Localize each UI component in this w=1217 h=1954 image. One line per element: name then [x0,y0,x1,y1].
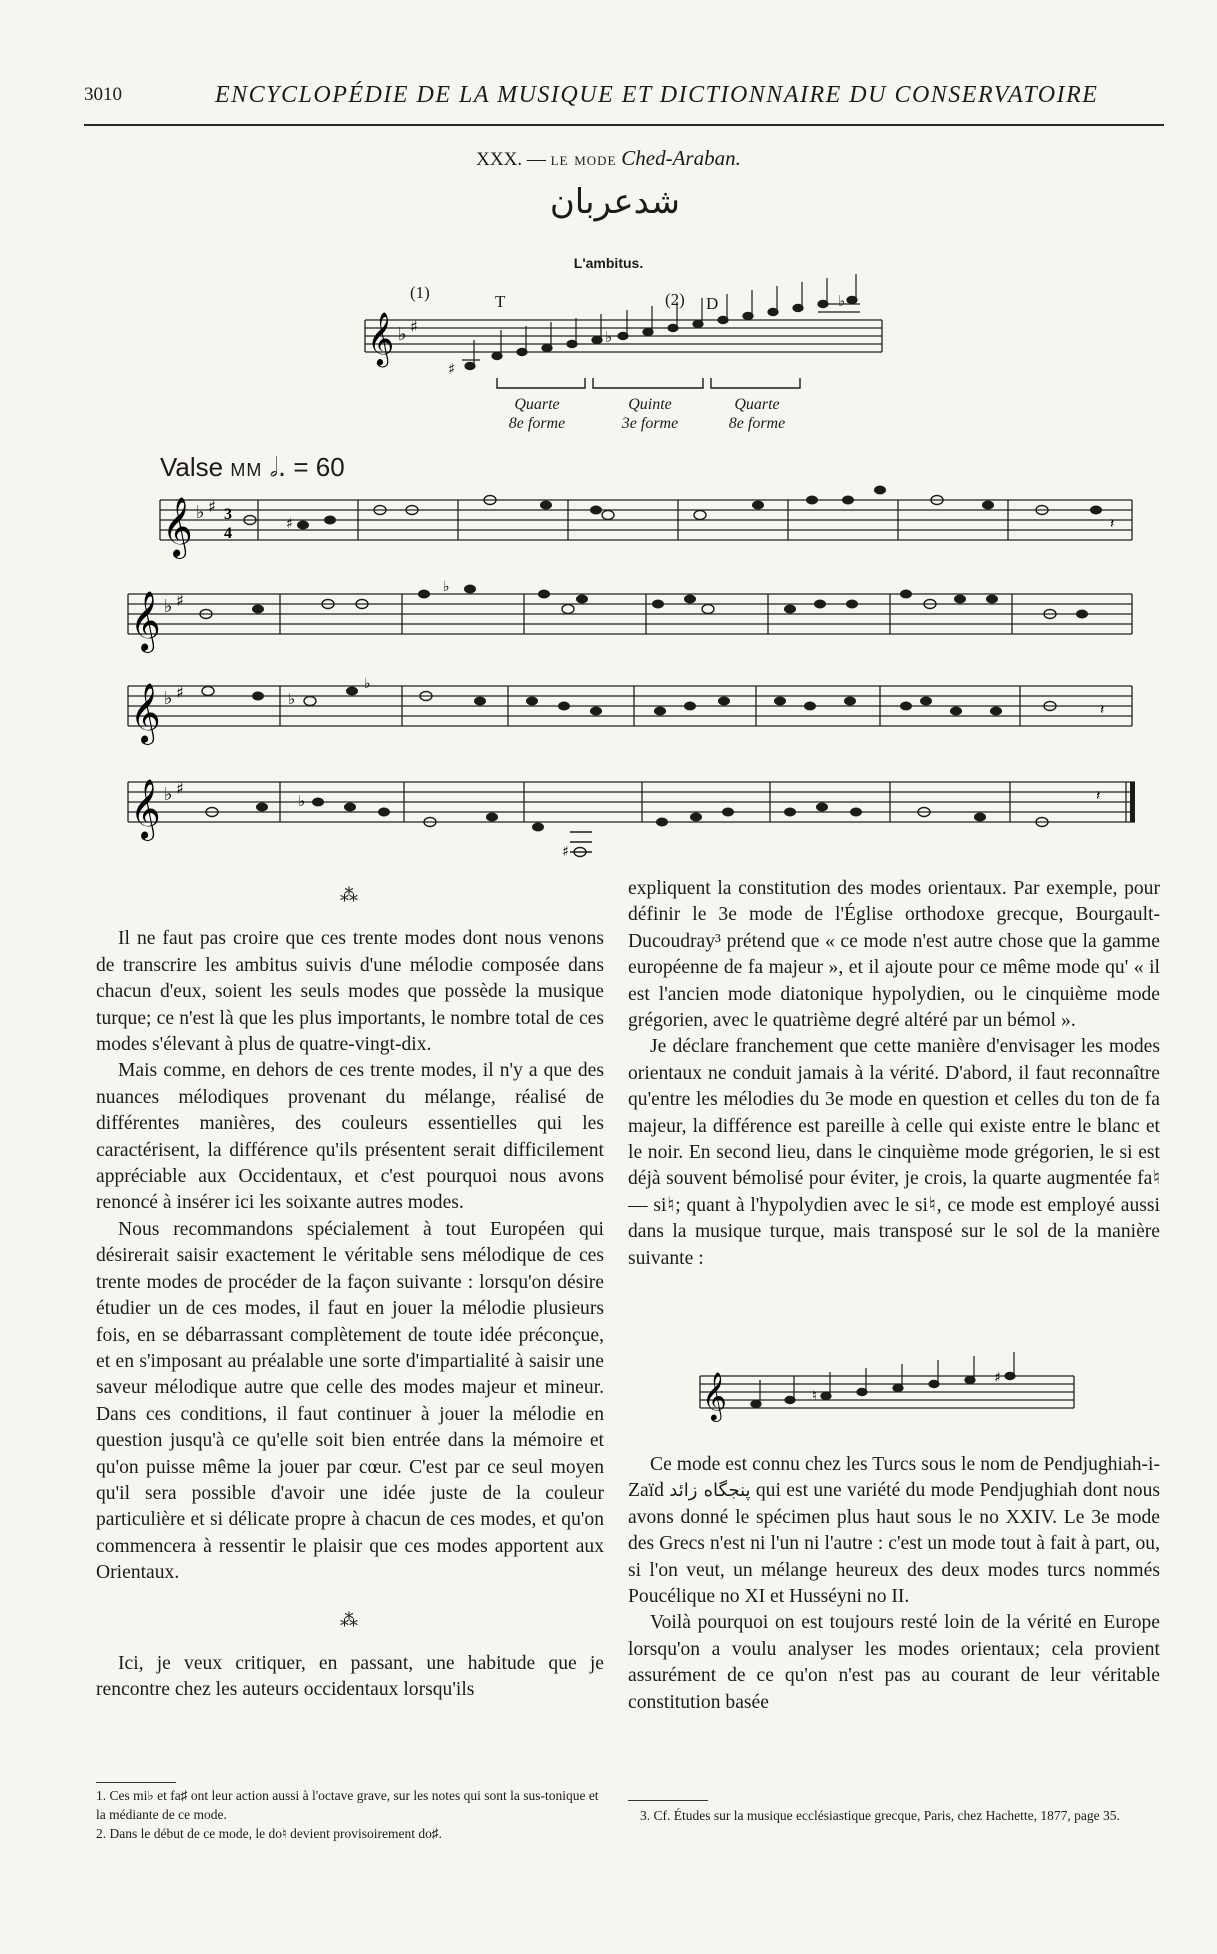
ambitus-group-3-name: Quarte [734,396,780,413]
ambitus-mark-2: (2) [665,290,685,309]
ambitus-group-3-form: 8e forme [728,415,786,432]
page-number: 3010 [84,84,122,105]
right-paragraph-3-start: Ce mode est connu chez les Turcs sous le nom de Pendjughiah-i-Zaïd [628,1454,1160,1502]
right-column-continued [628,1452,1160,1716]
svg-text:♯: ♯ [176,591,184,610]
left-paragraph-2: Mais comme, en dehors de ces trente modes, il n'y a que des nuances mélodiques provenant du mélange, réalisé de différentes manières, des couleurs essentielles qui les caractérisent, la différence qu'ils présentent serait difficilement appréciable aux Occidentaux, et c'est pourquoi nous avons renoncé à insérer ici les soixante autres modes. [96,1060,604,1214]
right-paragraph-3 [628,1452,1160,1610]
arabic-mode-name: شدعربان [549,182,680,222]
right-column [628,876,1160,1272]
ambitus-group-1-name: Quarte [514,396,560,413]
svg-text:♭: ♭ [364,676,371,692]
svg-text:𝄞: 𝄞 [130,591,161,651]
svg-text:♭: ♭ [443,579,450,595]
svg-text:♯: ♯ [208,497,216,516]
valse-tempo: MM [230,460,263,480]
svg-text:𝄞: 𝄞 [130,683,161,743]
valse-staff-4 [0,770,1217,860]
svg-text:♯: ♯ [448,360,456,378]
section-label: le mode [550,149,617,170]
svg-text:♭: ♭ [605,328,613,346]
dotted-half-note-icon: 𝅗𝅥. [269,453,287,483]
section-stars-top: ⁂ [340,885,360,905]
footnote-rule-left [96,1782,176,1783]
svg-text:♯: ♯ [562,844,569,860]
svg-text:𝄽: 𝄽 [1096,788,1101,804]
svg-text:𝄞: 𝄞 [162,497,193,557]
svg-text:♭: ♭ [164,688,173,709]
valse-tempo-value: = 60 [293,452,345,482]
valse-staff-3 [0,674,1217,744]
svg-text:♮: ♮ [812,1388,818,1404]
ambitus-group-1 [492,395,582,433]
left-paragraph-3: Nous recommandons spécialement à tout Européen qui désirerait saisir exactement le véritable sens mélodique de ces trente modes de procéder de la façon suivante : lorsqu'on désire étudier un de ces modes, il faut en jouer la mélodie plusieurs fois, en se débarrassant complètement de toute idée préconçue, et en s'imposant au préalable une sorte d'impartialité à saisir une saveur mélodique autre que celle des modes majeur et mineur. Dans ces conditions, il faut continuer à jouer la mélodie en question jusqu'à ce qu'elle soit bien entrée dans la mémoire et qu'on puisse même la jouer par cœur. C'est par ce seul moyen qu'il sera possible d'avoir une idée juste de la couleur particulière et si délicate propre à chacun de ces modes, et qu'on commencera à ressentir le plaisir que ces modes apportent aux Orientaux. [96,1218,604,1584]
valse-staff-1 [0,488,1217,558]
svg-text:♭: ♭ [288,690,296,708]
svg-text:3: 3 [224,506,232,523]
svg-text:♯: ♯ [176,683,184,702]
svg-text:♯: ♯ [176,779,184,798]
hypolydian-scale-staff [0,1364,1217,1424]
svg-text:♭: ♭ [196,502,205,523]
right-paragraph-4: Voilà pourquoi on est toujours resté loin de la vérité en Europe lorsqu'on a voulu analyser les modes orientaux; cela provient assurément de ce qu'on n'est pas au courant de leur véritable constitution basée [628,1612,1160,1713]
svg-text:♯: ♯ [286,516,293,532]
svg-text:4: 4 [224,525,232,542]
ambitus-group-1-form: 8e forme [508,415,566,432]
svg-text:𝄞: 𝄞 [702,1371,727,1420]
section-title [0,146,1217,171]
svg-text:♯: ♯ [410,317,418,336]
svg-text:♭: ♭ [838,292,846,310]
left-column [96,876,604,1704]
left-paragraph-1: Il ne faut pas croire que ces trente modes dont nous venons de transcrire les ambitus suivis d'une mélodie composée dans chacun d'eux, soient les seuls modes que possède la musique turque; ce n'est là que les plus importants, le nombre total de ces modes s'élevant à plus de quatre-vingt-dix. [96,928,604,1056]
section-number: XXX. — [476,149,546,170]
header-rule [84,124,1164,126]
svg-text:♭: ♭ [164,784,173,805]
pendjughiah-arabic: پنجگاه زائد [669,1480,751,1502]
ambitus-mark-d: D [706,294,719,313]
ambitus-group-3 [712,395,802,433]
svg-text:♭: ♭ [164,596,173,617]
footnote-2: 2. Dans le début de ce mode, le do♮ devient provisoirement do♯. [96,1826,442,1841]
svg-text:♭: ♭ [298,792,306,810]
valse-staff-2 [0,579,1217,652]
footnote-1: 1. Ces mi♭ et fa♯ ont leur action aussi à l'octave grave, sur les notes qui sont la sus-tonique et la médiante de ce mode. [96,1788,599,1822]
right-paragraph-1: expliquent la constitution des modes orientaux. Par exemple, pour définir le 3e mode de l'Église orthodoxe grecque, Bourgault-Ducoudray³ prétend que « ce mode n'est autre chose que la gamme européenne de fa majeur », et il ajoute pour ce même mode qu' « il est l'ancien mode diatonique hypolydien, ou le cinquième mode grégorien, avec le quatrième degré altéré par un bémol ». [628,878,1160,1032]
left-paragraph-4: Ici, je veux critiquer, en passant, une habitude que je rencontre chez les auteurs occidentaux lorsqu'ils [96,1652,604,1701]
ambitus-group-2 [605,395,695,433]
ambitus-group-2-form: 3e forme [621,415,679,432]
svg-text:𝄞: 𝄞 [130,779,161,839]
ambitus-mark-t: T [495,292,506,311]
valse-heading [160,452,345,484]
running-title: ENCYCLOPÉDIE DE LA MUSIQUE ET DICTIONNAIRE DU CONSERVATOIRE [215,82,1099,108]
ambitus-mark-1: (1) [410,283,430,302]
svg-text:𝄽: 𝄽 [1110,516,1115,532]
right-paragraph-3-end: qui est une variété du mode Pendjughiah dont nous avons donné le spécimen plus haut sous le no XXIV. Le 3e mode des Grecs n'est ni l'un ni l'autre : c'est un mode tout à fait à part, ou, si l'on veut, un mélange heureux des deux modes turcs nommés Poucélique no XI et Husséyni no II. [628,1480,1161,1608]
svg-text:𝄞: 𝄞 [367,311,395,365]
footnote-3: 3. Cf. Études sur la musique ecclésiastique grecque, Paris, chez Hachette, 1877, page 35. [640,1808,1120,1823]
valse-title: Valse [160,452,224,482]
mode-name: Ched-Araban. [621,146,741,170]
svg-text:♭: ♭ [398,324,407,345]
footnote-rule-right [628,1800,708,1801]
ambitus-title: L'ambitus. [573,255,644,271]
svg-text:♯: ♯ [994,1370,1001,1386]
right-paragraph-2: Je déclare franchement que cette manière d'envisager les modes orientaux ne conduit jamais à la vérité. D'abord, il faut reconnaître qu'entre les mélodies du 3e mode en question et celles du ton de fa majeur, la différence est pareille à celle qui existe entre le blanc et le noir. En second lieu, dans le cinquième mode grégorien, le si est déjà souvent bémolisé pour éviter, je crois, la quarte augmentée fa♮ — si♮; quant à l'hypolydien avec le si♮, ce mode est employé aussi dans la musique turque, mais transposé sur le sol de la manière suivante : [628,1036,1160,1269]
ambitus-group-2-name: Quinte [628,396,672,413]
section-stars-mid: ⁂ [340,1609,360,1630]
svg-text:𝄽: 𝄽 [1100,702,1105,718]
